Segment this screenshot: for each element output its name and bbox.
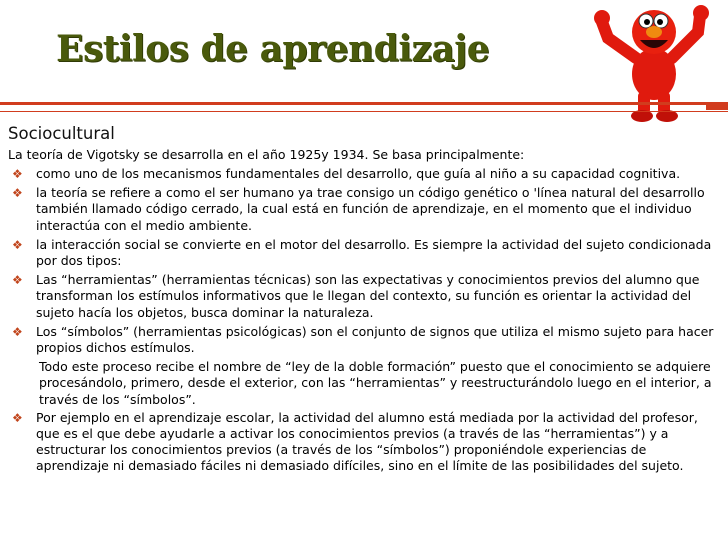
divider-accent-block <box>706 102 728 110</box>
law-paragraph: Todo este proceso recibe el nombre de “ley de la doble formación” puesto que el conocimiento se adquiere procesándolo, primero, desde el exterior, con las “herramientas” y reestructurándolo luego en el interior, a través de los “símbolos”. <box>39 359 712 407</box>
bullet-text: la teoría se refiere a como el ser humano ya trae consigo un código genético o 'línea natural del desarrollo también llamado código cerrado, la cual está en función de aprendizaje, en el momento que el individuo interactúa con el medio ambiente. <box>36 185 705 233</box>
diamond-bullet-icon: ❖ <box>12 237 23 252</box>
bullet-text: Los “símbolos” (herramientas psicológicas) son el conjunto de signos que utiliza el mismo sujeto para hacer propios dichos estímulos. <box>36 323 714 356</box>
intro-text: La teoría de Vigotsky se desarrolla en el año 1925y 1934. Se basa principalmente: <box>8 147 525 162</box>
bullet-item <box>8 237 722 269</box>
title-divider <box>0 102 728 112</box>
bullet-text: Por ejemplo en el aprendizaje escolar, la actividad del alumno está mediada por la actividad del profesor, que es el que debe ayudarle a activar los conocimientos previos (a través de las “herramientas”) y a estructurar los conocimientos previos (a través de los “símbolos”) proponiéndole experiencias de aprendizaje ni demasiado fáciles ni demasiado difíciles, sino en el límite de las posibilidades del sujeto. <box>36 409 698 474</box>
bullet-list-final <box>8 410 722 475</box>
section-heading: Sociocultural <box>8 124 115 143</box>
bullet-item <box>8 272 722 321</box>
bullet-text: la interacción social se convierte en el motor del desarrollo. Es siempre la actividad del sujeto condicionada por dos tipos: <box>36 236 712 269</box>
bullet-text: como uno de los mecanismos fundamentales del desarrollo, que guía al niño a su capacidad cognitiva. <box>36 166 681 181</box>
diamond-bullet-icon: ❖ <box>12 186 23 201</box>
diamond-bullet-icon: ❖ <box>12 324 23 339</box>
slide-title: Estilos de aprendizaje <box>56 28 490 70</box>
diamond-bullet-icon: ❖ <box>12 410 23 425</box>
bullet-item <box>8 324 722 356</box>
bullet-item <box>8 185 722 234</box>
bullet-item <box>8 410 722 475</box>
bullet-list <box>8 166 722 356</box>
diamond-bullet-icon: ❖ <box>12 167 23 181</box>
bullet-text: Las “herramientas” (herramientas técnicas) son las expectativas y conocimientos previos del alumno que transforman los estímulos informativos que le llegan del contexto, su función es orientar la actividad del sujeto hacía los objetos, busca dominar la naturaleza. <box>36 272 700 320</box>
bullet-item <box>8 166 722 182</box>
diamond-bullet-icon: ❖ <box>12 273 23 288</box>
slide-body <box>8 124 722 478</box>
